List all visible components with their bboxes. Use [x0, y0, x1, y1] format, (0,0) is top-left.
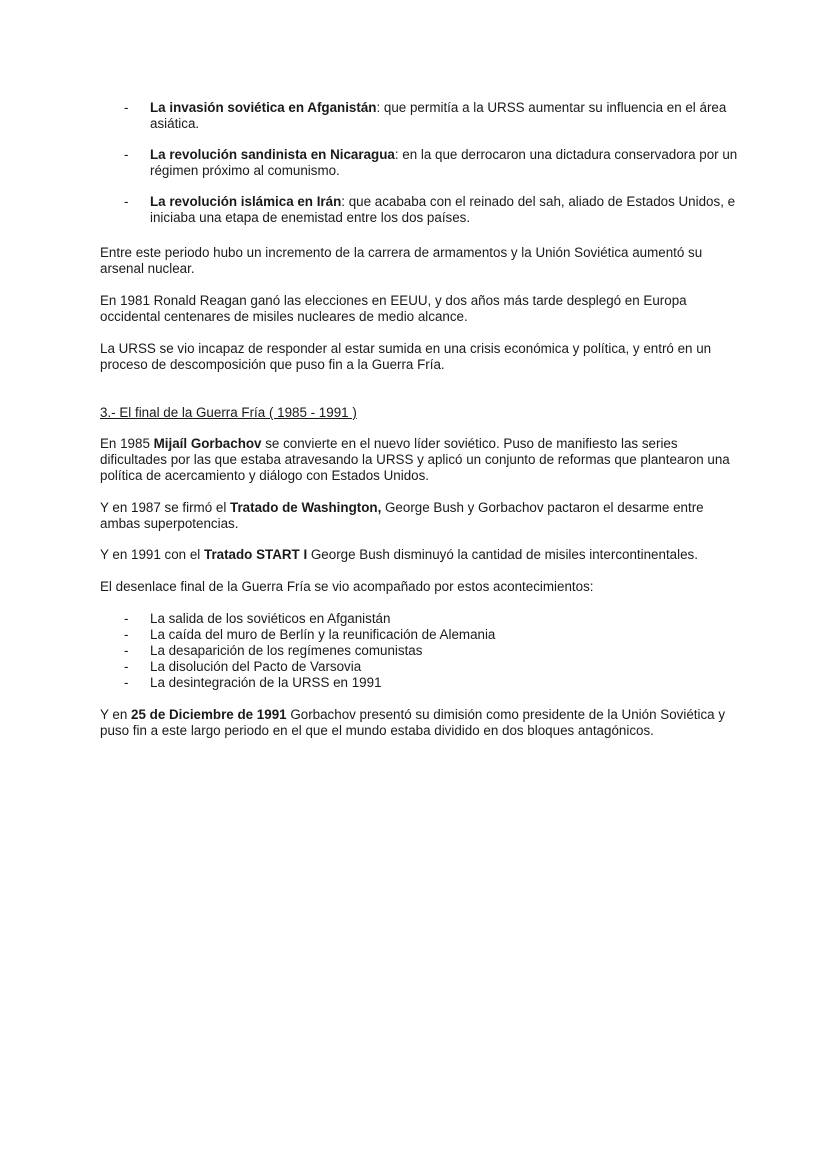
bullet-text: La invasión soviética en Afganistán: que permitía a la URSS aumentar su influencia en el área asiática. [150, 100, 727, 131]
bullet-dash: - [124, 100, 129, 115]
events-list [100, 611, 740, 691]
paragraph-reagan: En 1981 Ronald Reagan ganó las elecciones en EEUU, y dos años más tarde desplegó en Europa occidental centenares de misiles nucleares de medio alcance. [100, 293, 687, 324]
top-bullet-list [100, 100, 740, 241]
bullet-dash: - [124, 611, 129, 626]
paragraph-urss-crisis: La URSS se vio incapaz de responder al estar sumida en una crisis económica y política, y entró en un proceso de descomposición que puso fin a la Guerra Fría. [100, 341, 712, 372]
bullet-text: La revolución sandinista en Nicaragua: en la que derrocaron una dictadura conservadora por un régimen próximo al comunismo. [150, 147, 738, 178]
list-item: - La desaparición de los regímenes comunistas [100, 643, 740, 659]
bullet-dash: - [124, 675, 129, 690]
bullet-dash: - [124, 147, 129, 162]
list-item: - La desintegración de la URSS en 1991 [100, 675, 740, 691]
list-item: - La disolución del Pacto de Varsovia [100, 659, 740, 675]
list-item [100, 147, 740, 179]
list-item [100, 194, 740, 226]
bullet-dash: - [124, 643, 129, 658]
list-item [100, 100, 740, 132]
bullet-dash: - [124, 194, 129, 209]
list-item: - La caída del muro de Berlín y la reunificación de Alemania [100, 627, 740, 643]
paragraph-final: Y en 25 de Diciembre de 1991 Gorbachov presentó su dimisión como presidente de la Unión Soviética y puso fin a este largo periodo en el que el mundo estaba dividido en dos bloques antagónicos. [100, 707, 726, 738]
bullet-text: La revolución islámica en Irán: que acababa con el reinado del sah, aliado de Estados Unidos, e iniciaba una etapa de enemistad entre los dos países. [150, 194, 736, 225]
list-item: - La salida de los soviéticos en Afganistán [100, 611, 740, 627]
bullet-dash: - [124, 659, 129, 674]
section-title: 3.- El final de la Guerra Fría ( 1985 - 1991 ) [100, 405, 357, 420]
paragraph-gorbachov: En 1985 Mijaíl Gorbachov se convierte en el nuevo líder soviético. Puso de manifiesto las series dificultades por las que estaba atravesando la URSS y aplicó un conjunto de reformas que plantearon una política de acercamiento y diálogo con Estados Unidos. [100, 436, 730, 483]
paragraph-armamentos: Entre este periodo hubo un incremento de la carrera de armamentos y la Unión Soviética aumentó su arsenal nuclear. [100, 245, 703, 276]
paragraph-washington: Y en 1987 se firmó el Tratado de Washington, George Bush y Gorbachov pactaron el desarme entre ambas superpotencias. [100, 500, 704, 531]
bullet-dash: - [124, 627, 129, 642]
paragraph-start: Y en 1991 con el Tratado START I George Bush disminuyó la cantidad de misiles intercontinentales. [100, 547, 698, 562]
paragraph-desenlace: El desenlace final de la Guerra Fría se vio acompañado por estos acontecimientos: [100, 579, 594, 594]
